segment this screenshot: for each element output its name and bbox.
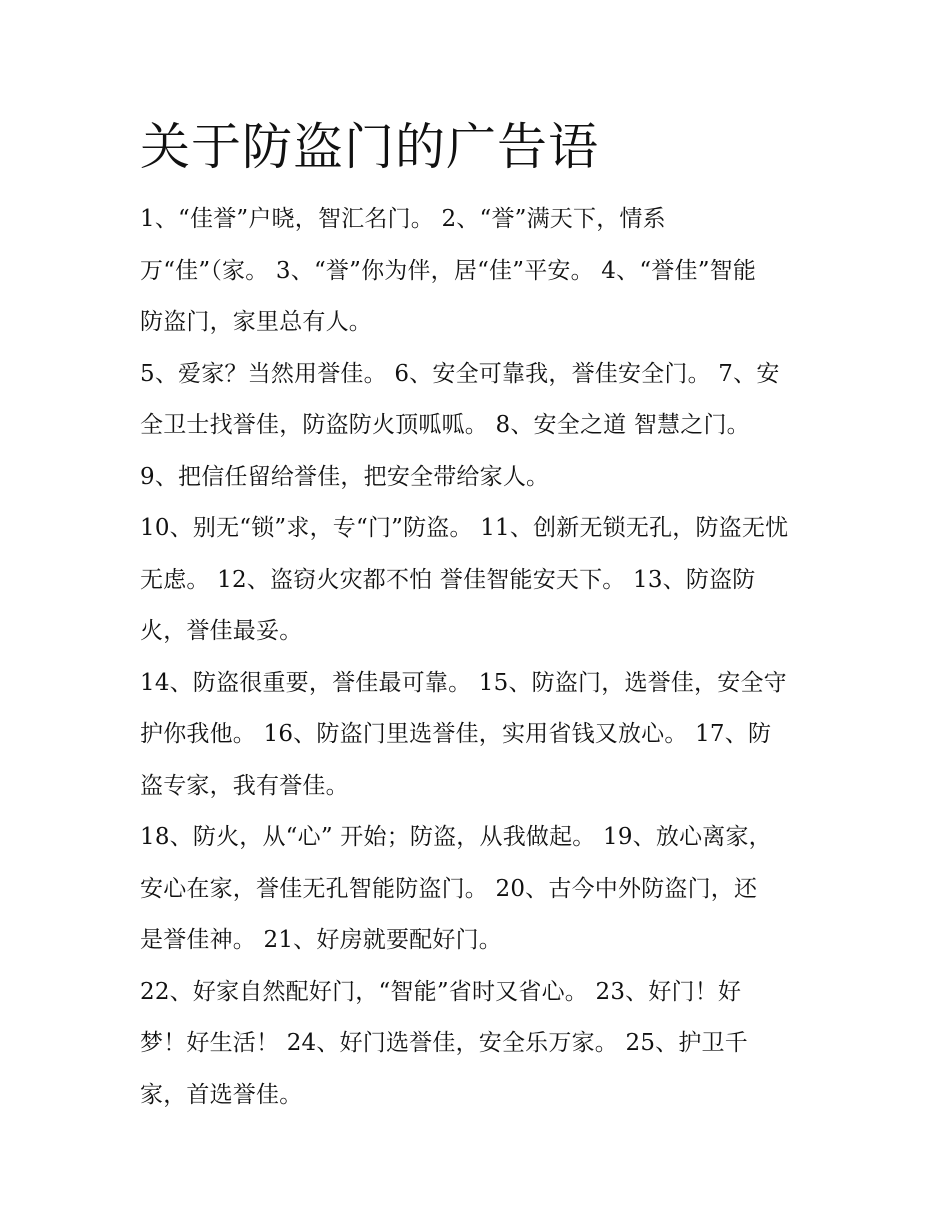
text-line: 无虑。 12、盗窃火灾都不怕 誉佳智能安天下。 13、防盗防 — [140, 566, 756, 593]
text-line: 梦！好生活！ 24、好门选誉佳，安全乐万家。 25、护卫千 — [140, 1030, 748, 1056]
text-line: 1、“佳誉”户晓，智汇名门。 2、“誉”满天下，情系 — [140, 206, 666, 232]
text-line: 是誉佳神。 21、好房就要配好门。 — [140, 927, 502, 953]
document-page — [140, 112, 820, 1121]
text-line: 5、爱家？当然用誉佳。 6、安全可靠我，誉佳安全门。 7、安 — [140, 360, 780, 387]
text-line: 22、好家自然配好门，“智能”省时又省心。 23、好门！好 — [140, 978, 742, 1005]
document-title: 关于防盗门的广告语 — [140, 118, 599, 176]
text-line: 18、防火，从“心” 开始；防盗，从我做起。 19、放心离家， — [140, 824, 772, 850]
text-line: 火，誉佳最妥。 — [140, 618, 303, 644]
text-line: 家，首选誉佳。 — [140, 1081, 303, 1108]
text-line: 防盗门，家里总有人。 — [140, 309, 372, 335]
text-line: 安心在家，誉佳无孔智能防盗门。 20、古今中外防盗门，还 — [140, 875, 758, 902]
text-line: 护你我他。 16、防盗门里选誉佳，实用省钱又放心。 17、防 — [140, 721, 772, 747]
text-line: 全卫士找誉佳，防盗防火顶呱呱。 8、安全之道 智慧之门。 — [140, 412, 750, 438]
text-line: 14、防盗很重要，誉佳最可靠。 15、防盗门，选誉佳，安全守 — [140, 669, 787, 696]
text-line: 9、把信任留给誉佳，把安全带给家人。 — [140, 463, 550, 490]
text-line: 10、别无“锁”求，专“门”防盗。 11、创新无锁无孔，防盗无忧 — [140, 515, 789, 541]
document-body — [140, 194, 820, 1121]
text-line: 万“佳”（家。 3、“誉”你为伴，居“佳”平安。 4、“誉佳”智能 — [140, 257, 757, 284]
text-line: 盗专家，我有誉佳。 — [140, 772, 349, 799]
